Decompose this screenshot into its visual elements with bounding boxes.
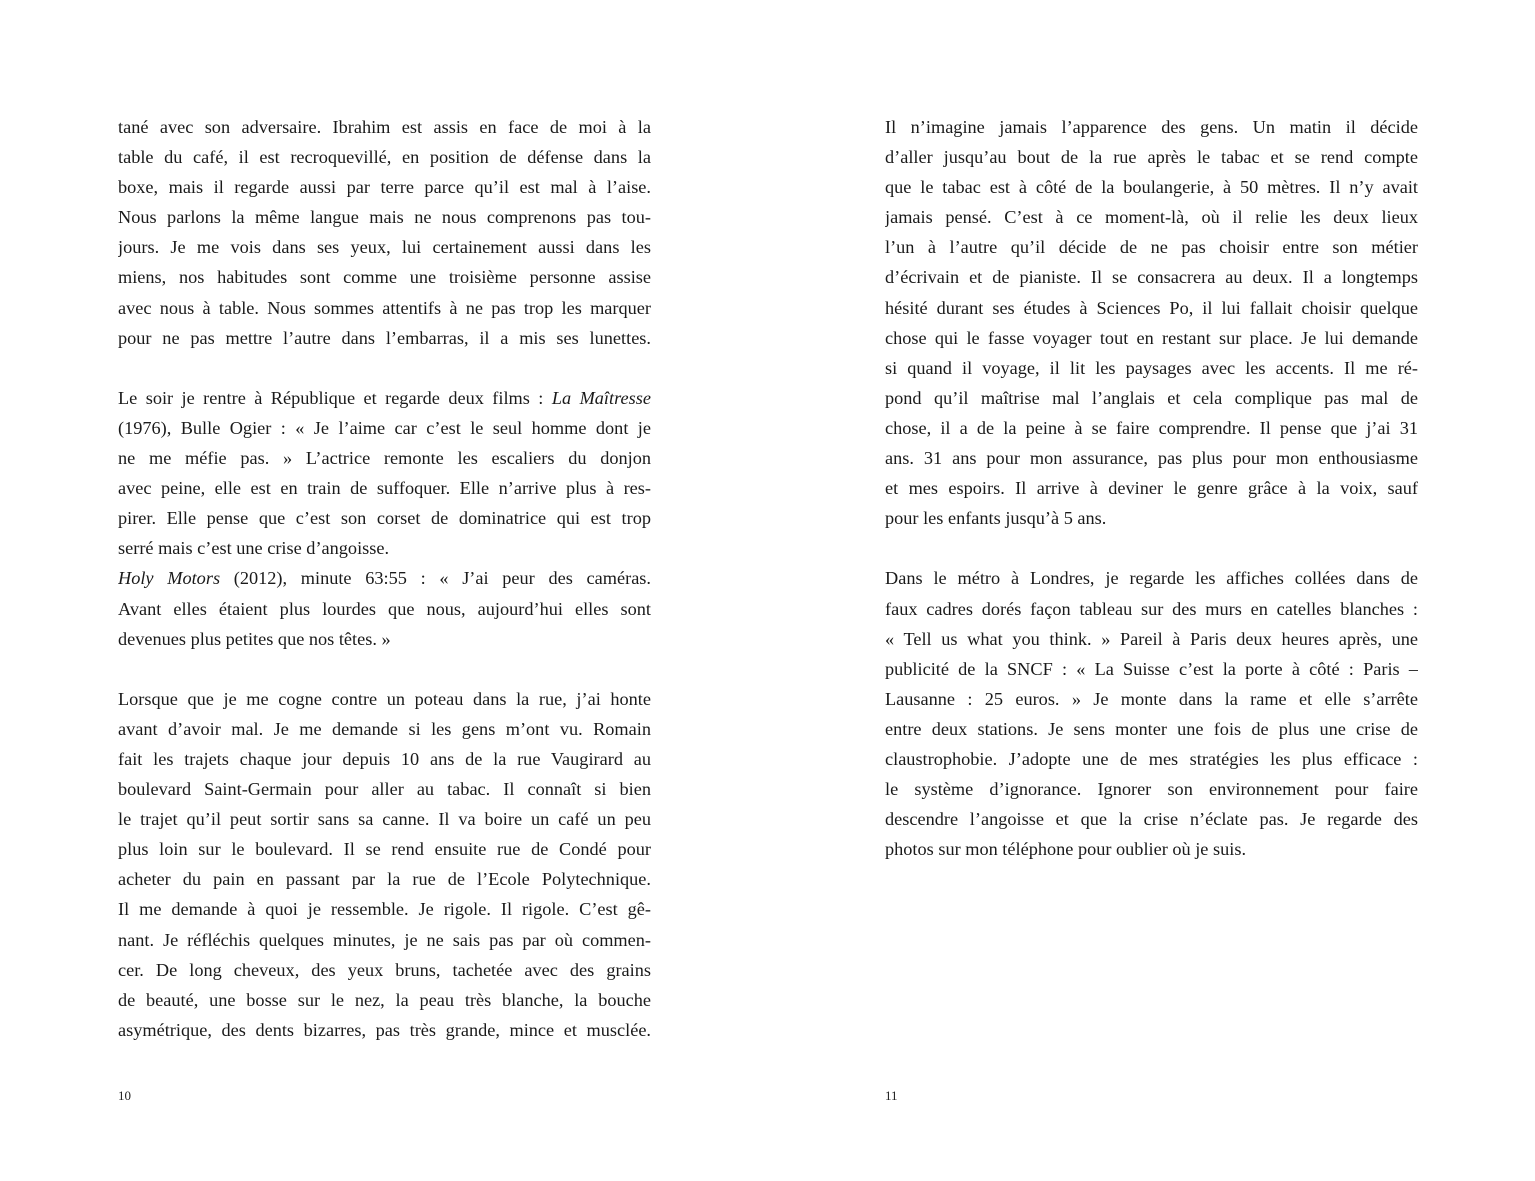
text-line [885,804,1418,834]
text-segment: entre deux stations. Je sens monter une fois de plus une crise de [885,718,1418,739]
text-segment: table du café, il est recroquevillé, en position de défense dans la [118,147,651,168]
text-line [118,112,651,142]
text-segment: chose qui le fasse voyager tout en restant sur place. Je lui demande [885,327,1418,348]
text-line [118,533,651,563]
text-line [118,894,651,924]
text-segment: avec peine, elle est en train de suffoquer. Elle n’arrive plus à res- [118,478,651,499]
text-line [885,142,1418,172]
text-segment: miens, nos habitudes sont comme une troisième personne assise [118,267,651,288]
text-segment: devenues plus petites que nos têtes. » [118,628,391,649]
text-line [885,413,1418,443]
film-title: Holy Motors [118,568,221,589]
text-line [118,804,651,834]
text-segment: Avant elles étaient plus lourdes que nous, aujourd’hui elles sont [118,598,651,619]
paragraph-break [118,353,651,383]
text-segment: chose, il a de la peine à se faire comprendre. Il pense que j’ai 31 [885,417,1418,438]
text-segment: l’un à l’autre qu’il décide de ne pas choisir entre son métier [885,237,1418,258]
text-line [885,262,1418,292]
text-segment: descendre l’angoisse et que la crise n’éclate pas. Je regarde des [885,809,1418,830]
text-segment: claustrophobie. J’adopte une de mes stratégies les plus efficace : [885,748,1418,769]
film-title: La Maîtresse [551,387,651,408]
text-line [118,774,651,804]
right-page-text [885,112,1418,864]
text-line [118,925,651,955]
text-line [118,172,651,202]
text-segment: tané avec son adversaire. Ibrahim est assis en face de moi à la [118,117,651,137]
text-segment: plus loin sur le boulevard. Il se rend ensuite rue de Condé pour [118,839,651,860]
text-segment: photos sur mon téléphone pour oublier où je suis. [885,839,1247,860]
text-line [885,172,1418,202]
text-segment: Lorsque que je me cogne contre un poteau dans la rue, j’ai honte [118,688,651,709]
text-line [885,563,1418,593]
page-number-right: 11 [885,1088,898,1103]
text-line [118,142,651,172]
text-segment: Nous parlons la même langue mais ne nous comprenons pas tou- [118,207,651,228]
left-page-text [118,112,651,1045]
text-line [885,383,1418,413]
text-line [885,624,1418,654]
text-segment: pond qu’il maîtrise mal l’anglais et cela complique pas mal de [885,387,1418,408]
text-line [118,443,651,473]
text-segment: hésité durant ses études à Sciences Po, il lui fallait choisir quelque [885,297,1418,318]
text-segment: boulevard Saint-Germain pour aller au tabac. Il connaît si bien [118,779,651,800]
text-segment: ans. 31 ans pour mon assurance, pas plus pour mon enthousiasme [885,448,1418,469]
text-line [118,293,651,323]
text-segment: le système d’ignorance. Ignorer son environnement pour faire [885,779,1418,800]
text-line [118,624,651,654]
text-segment: jours. Je me vois dans ses yeux, lui certainement aussi dans les [118,237,651,258]
text-line [885,834,1418,864]
text-line [118,323,651,353]
text-segment: (1976), Bulle Ogier : « Je l’aime car c’est le seul homme dont je [118,417,651,438]
text-line [885,774,1418,804]
paragraph-break [118,654,651,684]
text-line [885,323,1418,353]
text-line [118,202,651,232]
text-segment: ne me méfie pas. » L’actrice remonte les escaliers du donjon [118,448,651,469]
text-line [118,413,651,443]
text-line [118,503,651,533]
text-segment: fait les trajets chaque jour depuis 10 ans de la rue Vaugirard au [118,748,651,769]
text-line [118,834,651,864]
text-line [885,473,1418,503]
text-line [885,353,1418,383]
text-line [118,955,651,985]
text-line [118,473,651,503]
text-line [118,1015,651,1045]
text-line [885,232,1418,262]
text-segment: Dans le métro à Londres, je regarde les affiches collées dans de [885,568,1418,589]
text-segment: Le soir je rentre à République et regarde deux films : [118,387,552,408]
text-segment: jamais pensé. C’est à ce moment-là, où il relie les deux lieux [885,207,1418,228]
text-line [885,112,1418,142]
text-line [885,654,1418,684]
paragraph-break [885,533,1418,563]
text-line [885,503,1418,533]
text-line [118,985,651,1015]
text-segment: nant. Je réfléchis quelques minutes, je ne sais pas par où commen- [118,929,651,950]
text-segment: pour ne pas mettre l’autre dans l’embarras, il a mis ses lunettes. [118,327,651,348]
text-segment: avant d’avoir mal. Je me demande si les gens m’ont vu. Romain [118,718,651,739]
text-segment: cer. De long cheveux, des yeux bruns, tachetée avec des grains [118,959,651,980]
text-segment: faux cadres dorés façon tableau sur des murs en catelles blanches : [885,598,1418,619]
text-segment: (2012), minute 63:55 : « J’ai peur des caméras. [220,568,651,589]
text-line [118,262,651,292]
text-segment: acheter du pain en passant par la rue de l’Ecole Polytechnique. [118,869,651,890]
page-number-left: 10 [118,1088,131,1103]
text-segment: serré mais c’est une crise d’angoisse. [118,538,390,559]
text-line [118,714,651,744]
text-segment: d’aller jusqu’au bout de la rue après le tabac et se rend compte [885,147,1418,168]
text-segment: pour les enfants jusqu’à 5 ans. [885,508,1107,529]
text-line [118,864,651,894]
text-line [885,443,1418,473]
text-line [885,202,1418,232]
text-line [118,232,651,262]
text-segment: si quand il voyage, il lit les paysages avec les accents. Il me ré- [885,357,1418,378]
text-segment: d’écrivain et de pianiste. Il se consacrera au deux. Il a longtemps [885,267,1418,288]
text-line [118,383,651,413]
text-line [118,594,651,624]
text-line [118,563,651,593]
text-line [118,744,651,774]
text-segment: et mes espoirs. Il arrive à deviner le genre grâce à la voix, sauf [885,478,1418,499]
text-segment: Il n’imagine jamais l’apparence des gens. Un matin il décide [885,117,1418,137]
text-segment: publicité de la SNCF : « La Suisse c’est la porte à côté : Paris – [885,658,1418,679]
text-line [885,684,1418,714]
text-segment: « Tell us what you think. » Pareil à Paris deux heures après, une [885,628,1418,649]
text-line [885,293,1418,323]
text-line [118,684,651,714]
text-segment: asymétrique, des dents bizarres, pas très grande, mince et musclée. [118,1019,651,1040]
text-segment: avec nous à table. Nous sommes attentifs à ne pas trop les marquer [118,297,651,318]
text-line [885,714,1418,744]
text-segment: de beauté, une bosse sur le nez, la peau très blanche, la bouche [118,989,651,1010]
text-segment: que le tabac est à côté de la boulangerie, à 50 mètres. Il n’y avait [885,177,1418,198]
text-segment: pirer. Elle pense que c’est son corset de dominatrice qui est trop [118,508,651,529]
text-line [885,594,1418,624]
text-segment: Il me demande à quoi je ressemble. Je rigole. Il rigole. C’est gê- [118,899,651,920]
text-segment: boxe, mais il regarde aussi par terre parce qu’il est mal à l’aise. [118,177,651,198]
text-segment: Lausanne : 25 euros. » Je monte dans la rame et elle s’arrête [885,688,1418,709]
text-segment: le trajet qu’il peut sortir sans sa canne. Il va boire un café un peu [118,809,651,830]
text-line [885,744,1418,774]
